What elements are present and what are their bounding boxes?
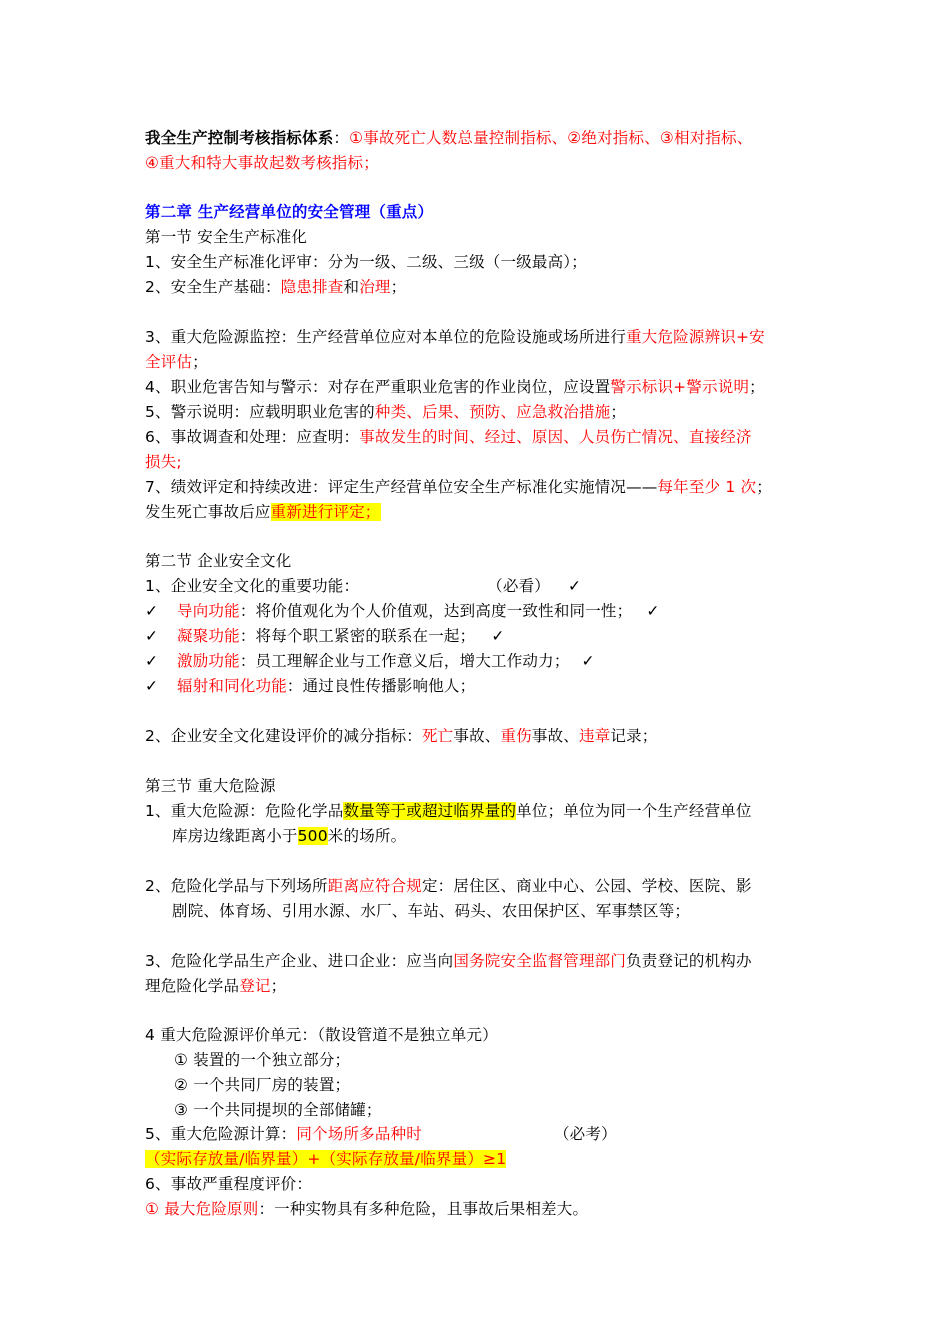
sec3-item-3-cont: 理危险化学品登记； [145,977,287,995]
section-3-title: 第三节 重大危险源 [145,777,276,795]
sec1-item-7: 7、绩效评定和持续改进：评定生产经营单位安全生产标准化实施情况——每年至少 1 次； [145,478,772,496]
sec2-item-2: 2、企业安全文化建设评价的减分指标：死亡事故、重伤事故、违章记录； [145,727,658,745]
sec3-item-1-cont: 库房边缘距离小于500米的场所。 [172,827,407,845]
sec1-item-2: 2、安全生产基础：隐患排查和治理； [145,278,407,296]
sec1-item-3-cont: 全评估； [145,353,208,371]
sec3-item-4: 4 重大危险源评价单元：（散设管道不是独立单元） [145,1026,498,1044]
sec1-item-5: 5、警示说明：应载明职业危害的种类、后果、预防、应急救治措施； [145,403,627,421]
sec1-item-6-cont: 损失; [145,453,182,471]
check-icon: ✓ [145,652,159,670]
sec3-item-6: 6、事故严重程度评价： [145,1175,313,1193]
sec3-item-3: 3、危险化学品生产企业、进口企业：应当向国务院安全监督管理部门负责登记的机构办 [145,952,752,970]
check-icon: ✓ [145,677,159,695]
chapter-title: 第二章 生产经营单位的安全管理（重点） [145,203,434,221]
intro-items: ①事故死亡人数总量控制指标、②绝对指标、③相对指标、 [349,129,753,147]
sec3-item-5: 5、重大危险源计算：同个场所多品种时 （必考） [145,1125,617,1143]
section-1-title: 第一节 安全生产标准化 [145,228,308,246]
func-item-2: ✓ 凝聚功能：将每个职工紧密的联系在一起； ✓ [145,624,505,649]
formula-line [145,1147,506,1172]
sec3-item-1: 1、重大危险源：危险化学品数量等于或超过临界量的单位；单位为同一个生产经营单位 [145,802,752,820]
func-item-3: ✓ 激励功能：员工理解企业与工作意义后，增大工作动力； ✓ [145,649,595,674]
intro-label: 我全生产控制考核指标体系 [145,129,334,147]
sec3-item-2: 2、危险化学品与下列场所距离应符合规定：居住区、商业中心、公园、学校、医院、影 [145,877,752,895]
unit-item-2: ② 一个共同厂房的装置； [174,1076,351,1094]
sec2-item-1: 1、企业安全文化的重要功能： （必看） ✓ [145,577,582,595]
unit-item-3: ③ 一个共同提坝的全部储罐； [174,1101,382,1119]
sec1-item-6: 6、事故调查和处理：应查明：事故发生的时间、经过、原因、人员伤亡情况、直接经济 [145,428,752,446]
sec1-item-7-cont: 发生死亡事故后应重新进行评定； [145,503,381,521]
check-icon: ✓ [145,627,159,645]
sec3-item-7: ① 最大危险原则：一种实物具有多种危险，且事故后果相差大。 [145,1200,589,1218]
check-icon: ✓ [145,602,159,620]
sec1-item-4: 4、职业危害告知与警示：对存在严重职业危害的作业岗位，应设置警示标识+警示说明； [145,378,765,396]
unit-item-1: ① 装置的一个独立部分； [174,1051,351,1069]
sec1-item-3: 3、重大危险源监控：生产经营单位应对本单位的危险设施或场所进行重大危险源辨识+安 [145,328,765,346]
formula: （实际存放量/临界量）+（实际存放量/临界量）≥1 [145,1150,507,1168]
check-icon: ✓ [581,652,595,670]
section-2-title: 第二节 企业安全文化 [145,552,292,570]
sec1-item-1: 1、安全生产标准化评审：分为一级、二级、三级（一级最高）； [145,253,587,271]
sec3-item-2-cont: 剧院、体育场、引用水源、水厂、车站、码头、农田保护区、军事禁区等； [172,902,691,920]
func-item-4: ✓ 辐射和同化功能：通过良性传播影响他人； [145,674,475,699]
func-item-1: ✓ 导向功能：将价值观化为个人价值观，达到高度一致性和同一性； ✓ [145,599,660,624]
intro-line-2: ④重大和特大事故起数考核指标； [145,154,379,172]
intro-line-1: 我全生产控制考核指标体系：①事故死亡人数总量控制指标、②绝对指标、③相对指标、 [145,129,753,147]
check-icon: ✓ [646,602,660,620]
check-icon: ✓ [491,627,505,645]
check-icon: ✓ [567,577,582,595]
